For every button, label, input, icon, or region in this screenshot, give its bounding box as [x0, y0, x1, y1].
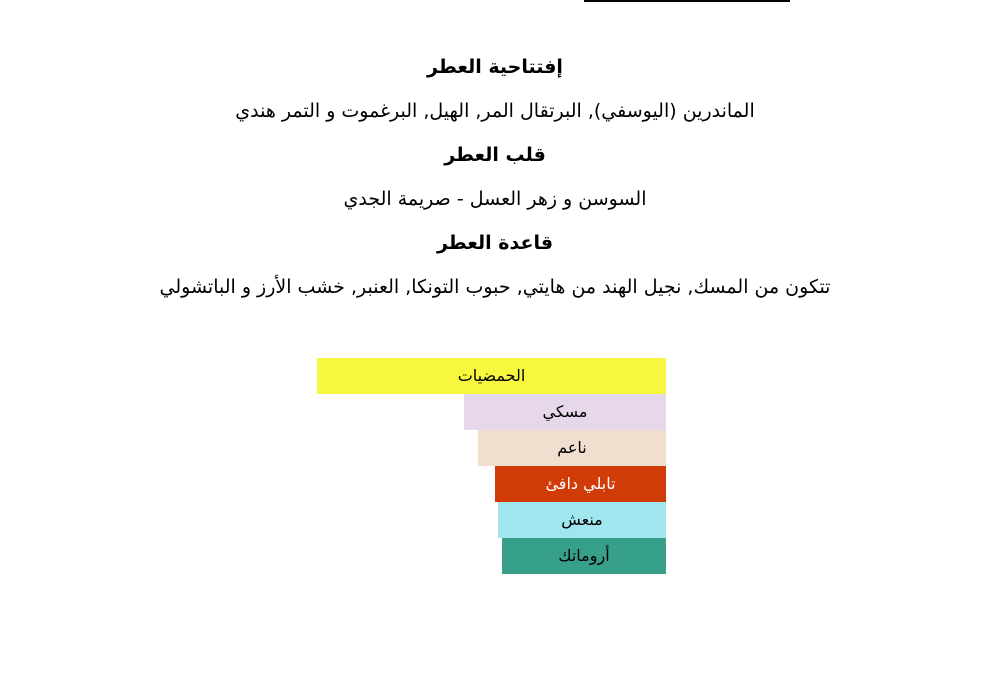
accord-bar: منعش	[498, 502, 666, 538]
top-divider	[584, 0, 790, 2]
heart-notes-heading: قلب العطر	[444, 144, 546, 166]
accord-bar: الحمضيات	[317, 358, 666, 394]
main-accords-chart	[0, 358, 666, 574]
base-notes-text: تتكون من المسك, نجيل الهند من هايتي, حبوب التونكا, العنبر, خشب الأرز و الباتشولي	[159, 276, 831, 298]
base-notes-heading: قاعدة العطر	[436, 232, 554, 254]
accord-bar: مسكي	[464, 394, 666, 430]
fragrance-notes	[0, 52, 990, 316]
top-notes-heading: إفتتاحية العطر	[427, 56, 563, 78]
accord-bar: ناعم	[478, 430, 666, 466]
accord-bar: أروماتك	[502, 538, 666, 574]
accord-bar: تابلي دافئ	[495, 466, 666, 502]
heart-notes-text: السوسن و زهر العسل - صريمة الجدي	[343, 188, 647, 210]
top-notes-text: الماندرين (اليوسفي), البرتقال المر, الهيل, البرغموت و التمر هندي	[235, 100, 755, 122]
